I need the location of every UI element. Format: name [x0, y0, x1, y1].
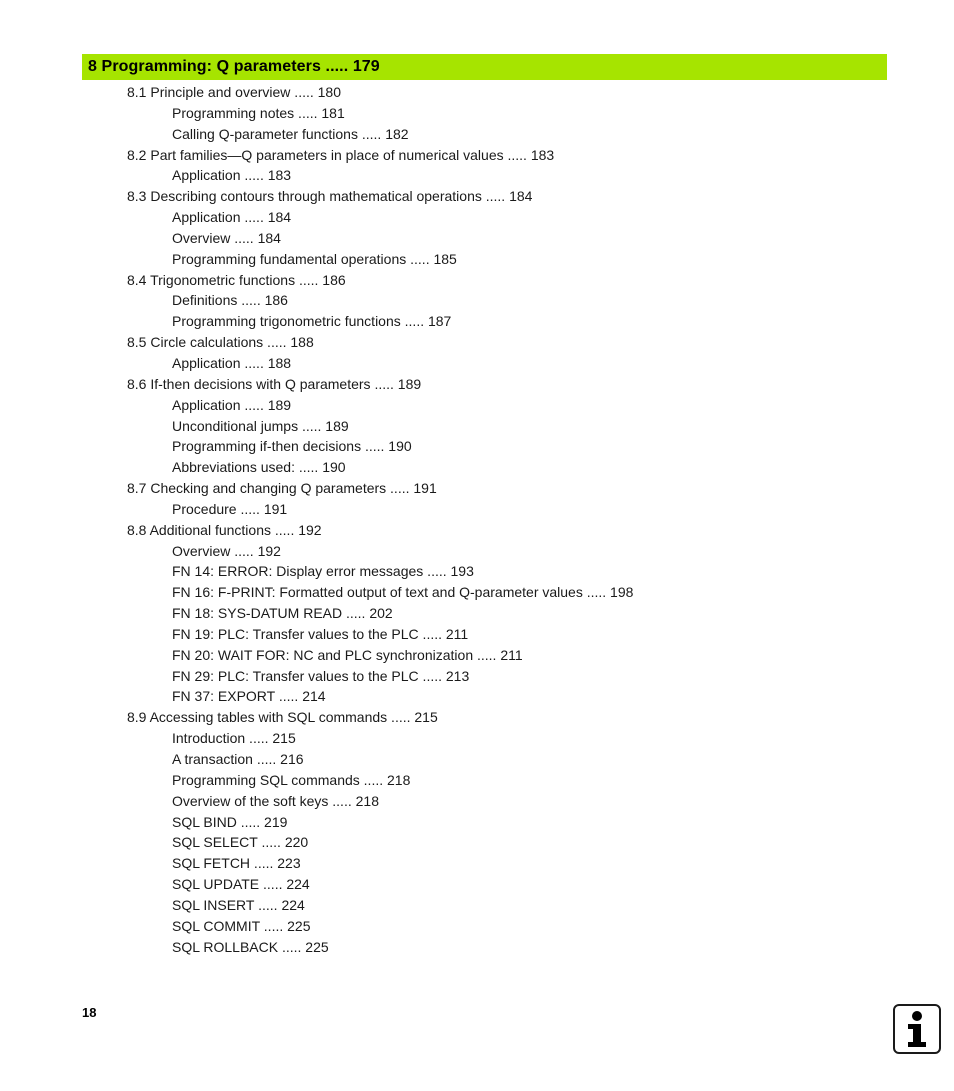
- toc-section-entry[interactable]: 8.7 Checking and changing Q parameters ..... 191: [127, 480, 437, 497]
- toc-subsection-entry[interactable]: Unconditional jumps ..... 189: [172, 417, 349, 434]
- toc-subsection-entry[interactable]: FN 37: EXPORT ..... 214: [172, 688, 326, 705]
- toc-subsection-entry[interactable]: FN 19: PLC: Transfer values to the PLC ..... 211: [172, 625, 469, 642]
- table-of-contents: [0, 82, 900, 957]
- toc-subsection-entry[interactable]: SQL ROLLBACK ..... 225: [172, 938, 329, 955]
- toc-subsection-entry[interactable]: Overview ..... 184: [172, 229, 281, 246]
- toc-subsection-entry[interactable]: FN 20: WAIT FOR: NC and PLC synchronization ..... 211: [172, 646, 523, 663]
- toc-subsection-entry[interactable]: A transaction ..... 216: [172, 751, 304, 767]
- chapter-header-bar: [82, 54, 887, 80]
- toc-subsection-entry[interactable]: SQL FETCH ..... 223: [172, 855, 301, 872]
- toc-subsection-entry[interactable]: Application ..... 184: [172, 209, 292, 226]
- page-number: 18: [82, 1005, 97, 1020]
- toc-section-entry[interactable]: 8.1 Principle and overview ..... 180: [127, 84, 342, 100]
- toc-subsection-entry[interactable]: FN 14: ERROR: Display error messages ..... 193: [172, 563, 474, 580]
- toc-subsection-entry[interactable]: Application ..... 189: [172, 396, 292, 413]
- toc-subsection-entry[interactable]: Overview ..... 192: [172, 542, 281, 559]
- toc-subsection-entry[interactable]: Programming SQL commands ..... 218: [172, 771, 411, 788]
- toc-section-entry[interactable]: 8.3 Describing contours through mathematical operations ..... 184: [127, 188, 533, 205]
- toc-subsection-entry[interactable]: Procedure ..... 191: [172, 500, 288, 517]
- toc-subsection-entry[interactable]: FN 29: PLC: Transfer values to the PLC ..... 213: [172, 667, 470, 684]
- toc-subsection-entry[interactable]: FN 16: F-PRINT: Formatted output of text and Q-parameter values ..... 198: [172, 584, 634, 601]
- toc-subsection-entry[interactable]: SQL COMMIT ..... 225: [172, 917, 311, 934]
- toc-subsection-entry[interactable]: Application ..... 183: [172, 167, 292, 184]
- toc-subsection-entry[interactable]: Abbreviations used: ..... 190: [172, 459, 346, 476]
- info-icon: [902, 1009, 932, 1049]
- toc-subsection-entry[interactable]: SQL INSERT ..... 224: [172, 896, 305, 913]
- toc-subsection-entry[interactable]: Definitions ..... 186: [172, 292, 288, 309]
- toc-section-entry[interactable]: 8.5 Circle calculations ..... 188: [127, 334, 314, 351]
- toc-subsection-entry[interactable]: SQL SELECT ..... 220: [172, 834, 309, 851]
- toc-section-entry[interactable]: 8.2 Part families—Q parameters in place of numerical values ..... 183: [127, 146, 555, 163]
- toc-subsection-entry[interactable]: Programming if-then decisions ..... 190: [172, 438, 412, 455]
- toc-subsection-entry[interactable]: Introduction ..... 215: [172, 730, 296, 747]
- toc-subsection-entry[interactable]: SQL BIND ..... 219: [172, 813, 288, 830]
- toc-section-entry[interactable]: 8.4 Trigonometric functions ..... 186: [127, 271, 346, 288]
- info-button[interactable]: [893, 1004, 941, 1054]
- toc-subsection-entry[interactable]: FN 18: SYS-DATUM READ ..... 202: [172, 605, 393, 622]
- toc-section-entry[interactable]: 8.8 Additional functions ..... 192: [127, 521, 322, 538]
- toc-section-entry[interactable]: 8.6 If-then decisions with Q parameters ..... 189: [127, 375, 422, 392]
- toc-subsection-entry[interactable]: Application ..... 188: [172, 354, 292, 371]
- toc-subsection-entry[interactable]: Programming notes ..... 181: [172, 104, 345, 121]
- toc-subsection-entry[interactable]: Calling Q-parameter functions ..... 182: [172, 125, 409, 142]
- chapter-title[interactable]: 8 Programming: Q parameters ..... 179: [88, 58, 380, 75]
- toc-subsection-entry[interactable]: SQL UPDATE ..... 224: [172, 876, 310, 893]
- toc-section-entry[interactable]: 8.9 Accessing tables with SQL commands ..... 215: [127, 709, 438, 726]
- toc-subsection-entry[interactable]: Programming trigonometric functions ..... 187: [172, 313, 452, 330]
- toc-subsection-entry[interactable]: Overview of the soft keys ..... 218: [172, 792, 379, 809]
- toc-subsection-entry[interactable]: Programming fundamental operations ..... 185: [172, 250, 457, 267]
